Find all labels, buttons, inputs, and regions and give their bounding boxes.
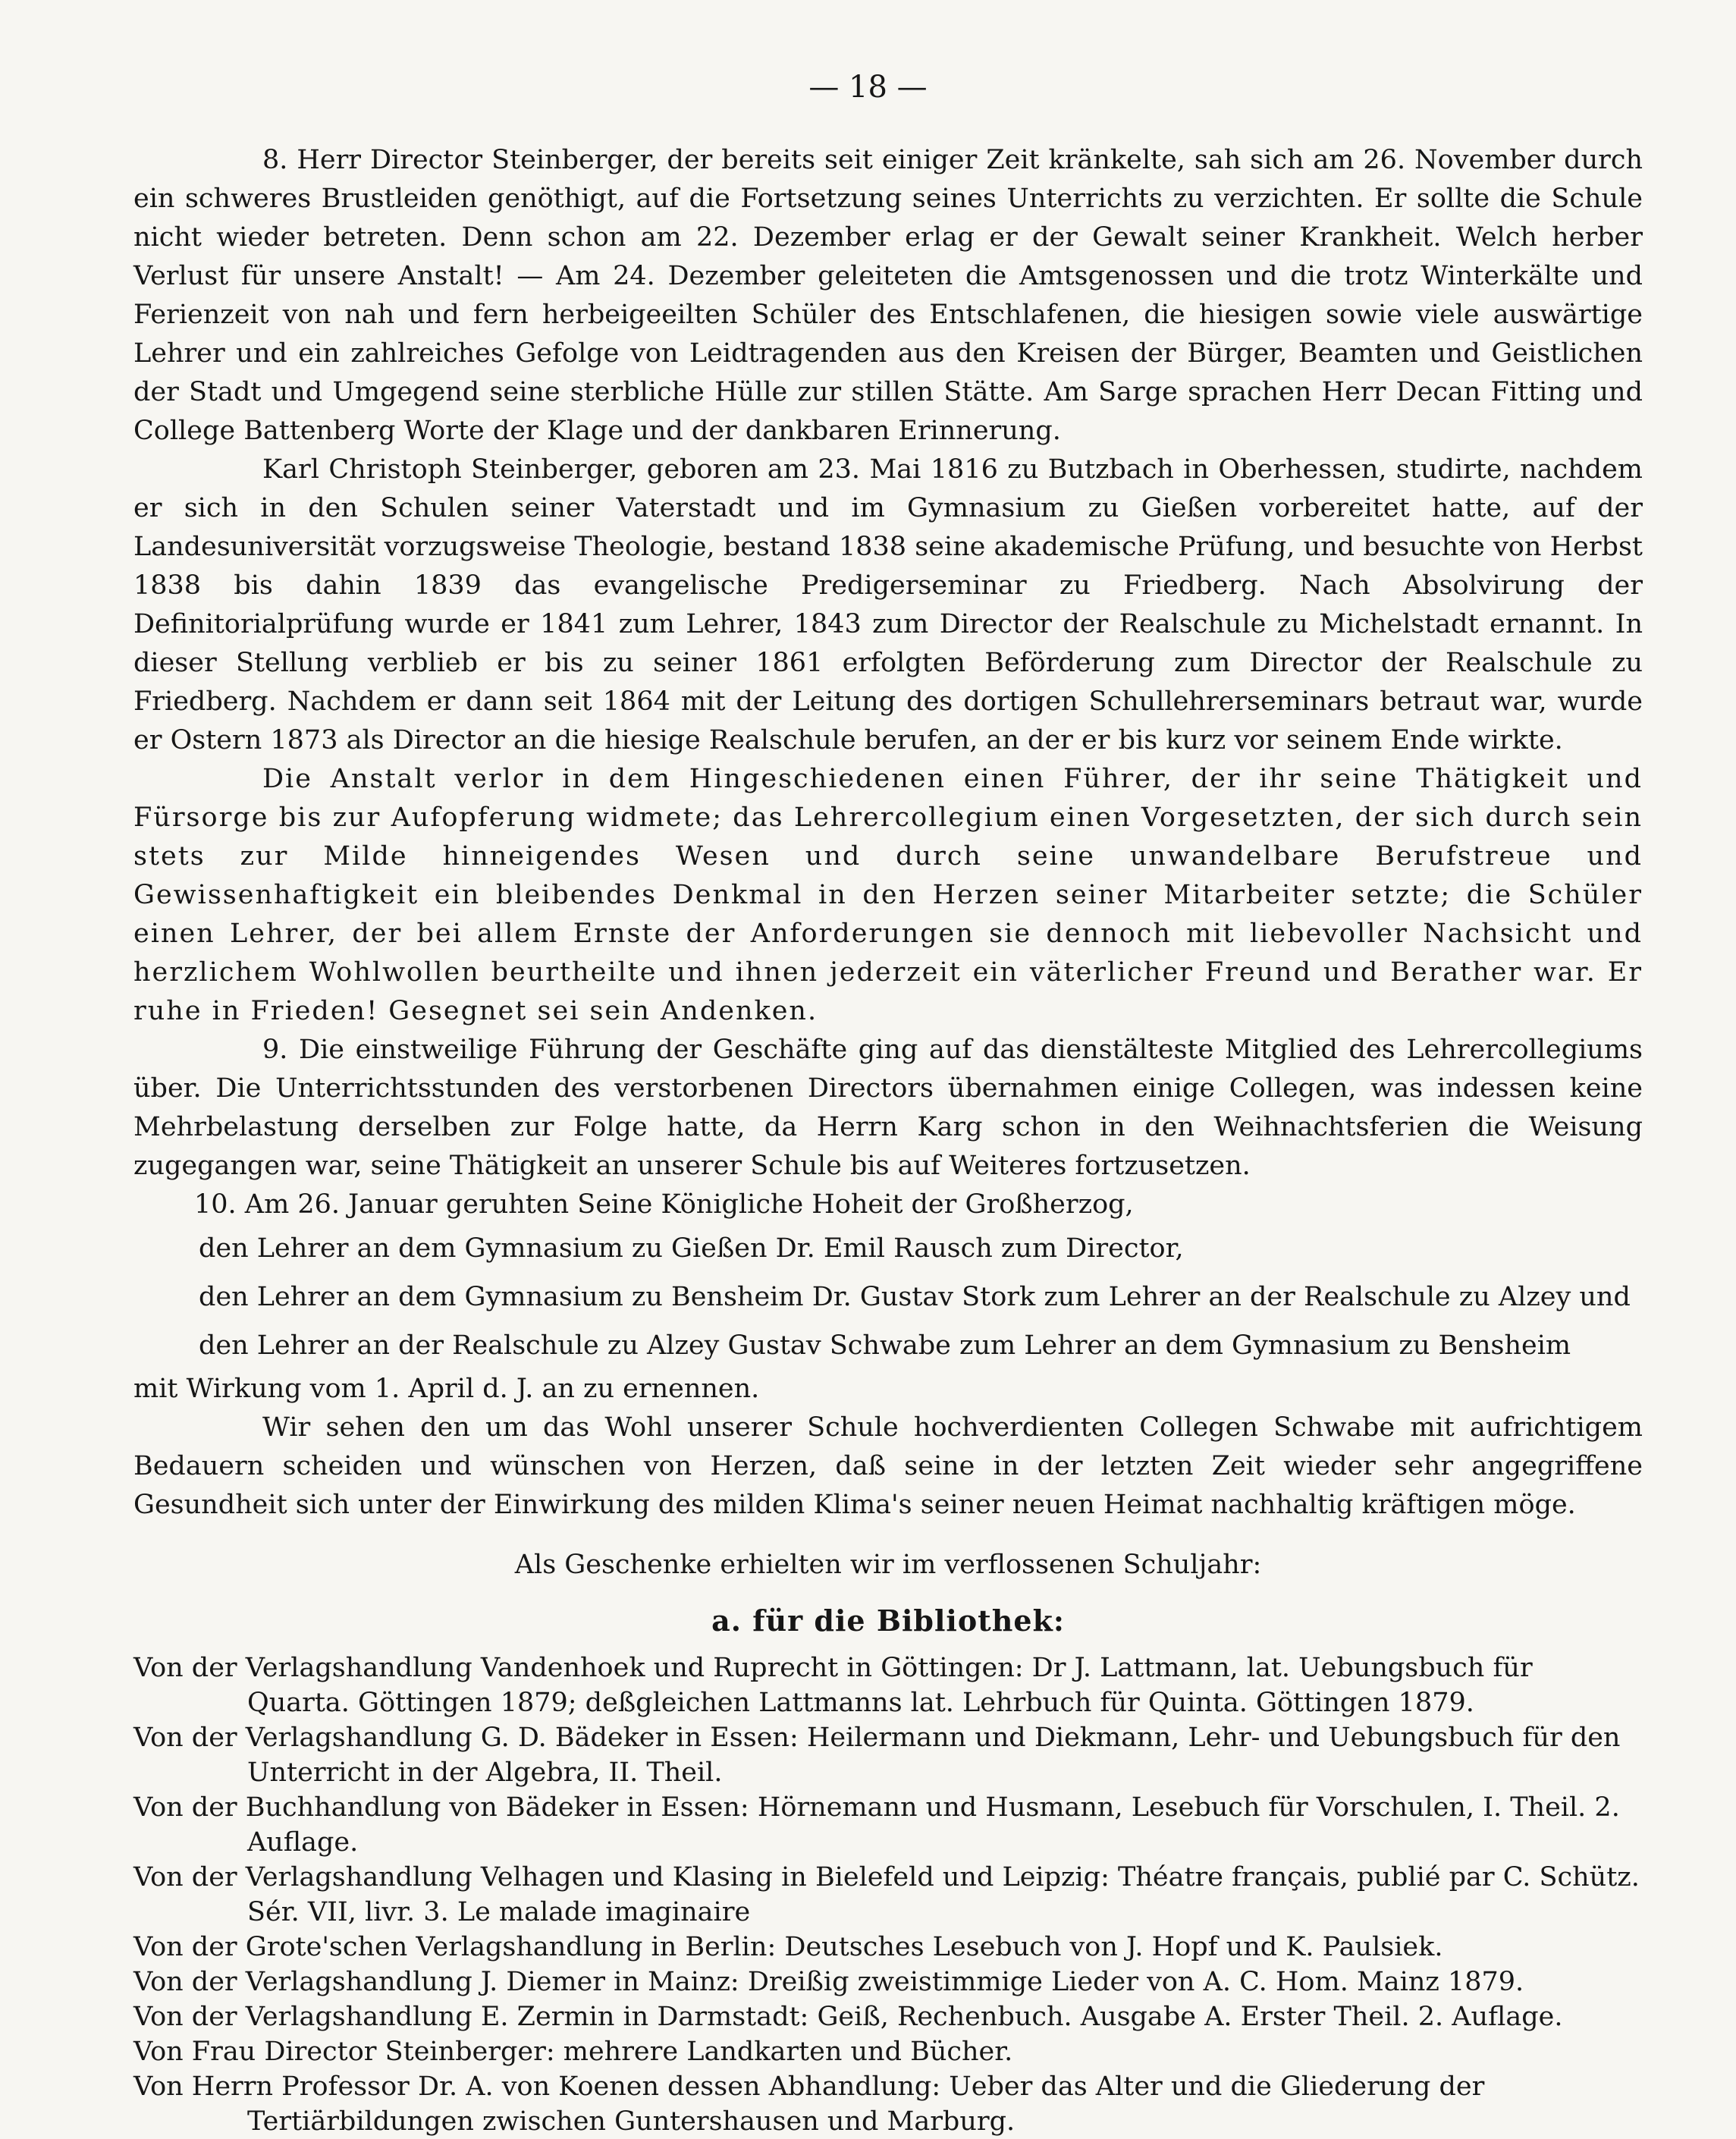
paragraph-farewell: Wir sehen den um das Wohl unserer Schule hochverdienten Collegen Schwabe mit aufrichtigem Bedauern scheiden und wünschen von Herzen, daß seine in der letzten Zeit wieder sehr angegriffene Gesundheit sich unter der Einwirkung des milden Klima's seiner neuen Heimat nachhaltig kräftigen möge.: [133, 1412, 1643, 1520]
gifts-list: [133, 1651, 1643, 2139]
gift-entry: Von der Verlagshandlung E. Zermin in Darmstadt: Geiß, Rechenbuch. Ausgabe A. Erster Theil. 2. Auflage.: [133, 2002, 1563, 2032]
paragraph-biography: Karl Christoph Steinberger, geboren am 23. Mai 1816 zu Butzbach in Oberhessen, studirte, nachdem er sich in den Schulen seiner Vaterstadt und im Gymnasium zu Gießen vorbereitet hatte, auf der Landesuniversität vorzugsweise Theologie, bestand 1838 seine akademische Prüfung, und besuchte von Herbst 1838 bis dahin 1839 das evangelische Predigerseminar zu Friedberg. Nach Absolvirung der Definitorialprüfung wurde er 1841 zum Lehrer, 1843 zum Director der Realschule zu Michelstadt ernannt. In dieser Stellung verblieb er bis zu seiner 1861 erfolgten Beförderung zum Director der Realschule zu Friedberg. Nachdem er dann seit 1864 mit der Leitung des dortigen Schullehrerseminars betraut war, wurde er Ostern 1873 als Director an die hiesige Realschule berufen, an der er bis kurz vor seinem Ende wirkte.: [133, 454, 1643, 755]
paragraph-8: 8. Herr Director Steinberger, der bereits seit einiger Zeit kränkelte, sah sich am 26. November durch ein schweres Brustleiden genöthigt, auf die Fortsetzung seines Unterrichts zu verzichten. Er sollte die Schule nicht wieder betreten. Denn schon am 22. Dezember erlag er der Gewalt seiner Krankheit. Welch herber Verlust für unsere Anstalt! — Am 24. Dezember geleiteten die Amtsgenossen und die trotz Winterkälte und Ferienzeit von nah und fern herbeigeeilten Schüler des Entschlafenen, die hiesigen sowie viele auswärtige Lehrer und ein zahlreiches Gefolge von Leidtragenden aus den Kreisen der Bürger, Beamten und Geistlichen der Stadt und Umgegend seine sterbliche Hülle zur stillen Stätte. Am Sarge sprachen Herr Decan Fitting und College Battenberg Worte der Klage und der dankbaren Erinnerung.: [133, 145, 1643, 446]
paragraph-9: 9. Die einstweilige Führung der Geschäfte ging auf das dienstälteste Mitglied des Lehrercollegiums über. Die Unterrichtsstunden des verstorbenen Directors übernahmen einige Collegen, was indessen keine Mehrbelastung derselben zur Folge hatte, da Herrn Karg schon in den Weihnachtsferien die Weisung zugegangen war, seine Thätigkeit an unserer Schule bis auf Weiteres fortzusetzen.: [133, 1035, 1643, 1181]
paragraph-tribute: Die Anstalt verlor in dem Hingeschiedenen einen Führer, der ihr seine Thätigkeit und Fürsorge bis zur Aufopferung widmete; das Lehrercollegium einen Vorgesetzten, der sich durch sein stets zur Milde hinneigendes Wesen und durch seine unwandelbare Berufstreue und Gewissenhaftigkeit ein bleibendes Denkmal in den Herzen seiner Mitarbeiter setzte; die Schüler einen Lehrer, der bei allem Ernste der Anforderungen sie dennoch mit liebevoller Nachsicht und herzlichem Wohlwollen beurtheilte und ihnen jederzeit ein väterlicher Freund und Berather war. Er ruhe in Frieden! Gesegnet sei sein Andenken.: [133, 764, 1643, 1026]
paragraph-10-end: mit Wirkung vom 1. April d. J. an zu ernennen.: [133, 1374, 760, 1404]
gift-entry: Von der Verlagshandlung Vandenhoek und Ruprecht in Göttingen: Dr J. Lattmann, lat. Uebungsbuch für Quarta. Göttingen 1879; deßgleichen Lattmanns lat. Lehrbuch für Quinta. Göttingen 1879.: [133, 1653, 1533, 1718]
gift-entry: Von Frau Director Steinberger: mehrere Landkarten und Bücher.: [133, 2037, 1013, 2067]
appointment-item: den Lehrer an dem Gymnasium zu Gießen Dr. Emil Rausch zum Director,: [199, 1233, 1184, 1264]
gift-entry: Von der Verlagshandlung Velhagen und Klasing in Bielefeld und Leipzig: Théatre français, publié par C. Schütz. Sér. VII, livr. 3. Le malade imaginaire: [133, 1862, 1640, 1927]
page-body: [133, 141, 1643, 2139]
gift-entry: Von der Verlagshandlung J. Diemer in Mainz: Dreißig zweistimmige Lieder von A. C. Hom. Mainz 1879.: [133, 1967, 1524, 1997]
paragraph-10: 10. Am 26. Januar geruhten Seine Königliche Hoheit der Großherzog,: [194, 1189, 1134, 1220]
appointment-item: den Lehrer an dem Gymnasium zu Bensheim Dr. Gustav Stork zum Lehrer an der Realschule zu Alzey und: [199, 1282, 1631, 1312]
appointment-item: den Lehrer an der Realschule zu Alzey Gustav Schwabe zum Lehrer an dem Gymnasium zu Bensheim: [199, 1330, 1571, 1361]
gift-entry: Von der Verlagshandlung G. D. Bädeker in Essen: Heilermann und Diekmann, Lehr- und Uebungsbuch für den Unterricht in der Algebra, II. Theil.: [133, 1723, 1621, 1788]
page-number: — 18 —: [808, 70, 928, 105]
gift-entry: Von der Buchhandlung von Bädeker in Essen: Hörnemann und Husmann, Lesebuch für Vorschulen, I. Theil. 2. Auflage.: [133, 1792, 1620, 1858]
gift-entry: Von der Grote'schen Verlagshandlung in Berlin: Deutsches Lesebuch von J. Hopf und K. Paulsiek.: [133, 1932, 1443, 1962]
gift-entry: Von Herrn Professor Dr. A. von Koenen dessen Abhandlung: Ueber das Alter und die Gliederung der Tertiärbildungen zwischen Guntershausen und Marburg.: [133, 2071, 1485, 2137]
gifts-intro: Als Geschenke erhielten wir im verflossenen Schuljahr:: [514, 1550, 1262, 1580]
section-heading-library: a. für die Bibliothek:: [711, 1603, 1065, 1638]
